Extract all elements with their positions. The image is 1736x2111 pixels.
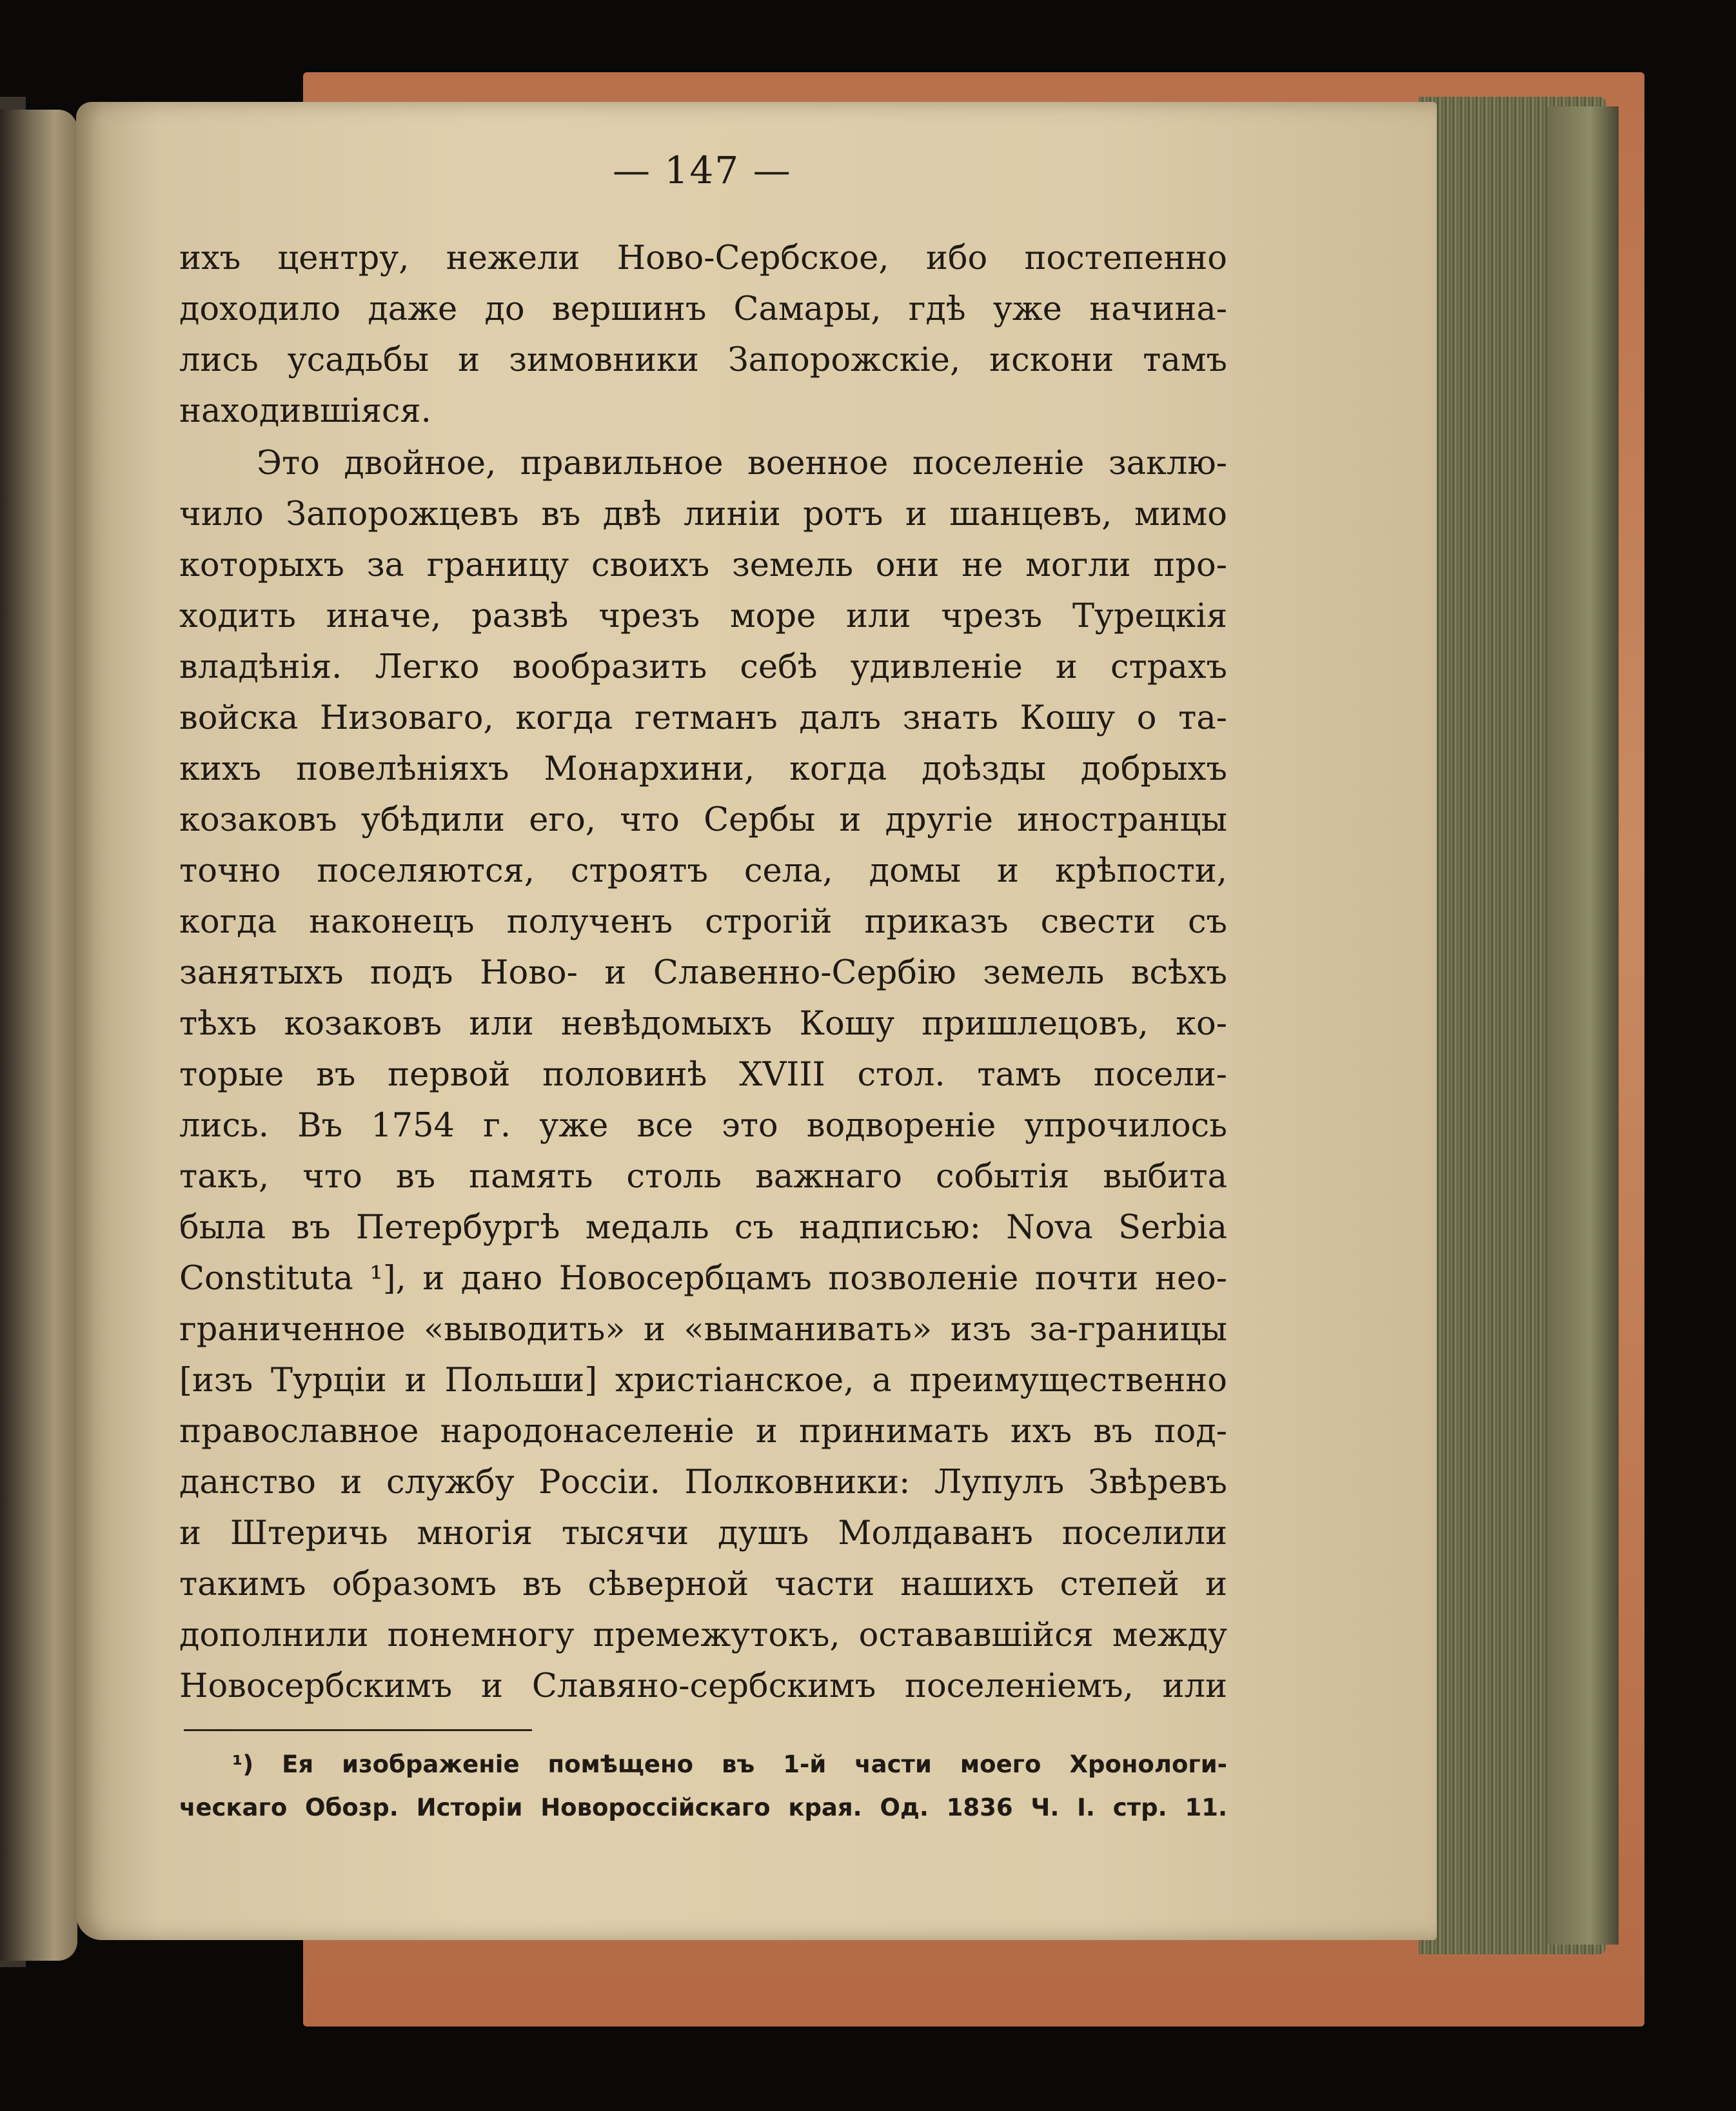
text-line: торые въ первой половинѣ XVIII стол. тамъ посели- <box>179 1056 1227 1094</box>
text-line: кихъ повелѣніяхъ Монархини, когда доѣзды добрыхъ <box>179 750 1227 788</box>
page-stack-outer <box>1548 106 1619 1945</box>
text-line: [изъ Турціи и Польши] христіанское, а преимущественно <box>179 1362 1227 1400</box>
text-line: Constituta ¹], и дано Новосербцамъ позволеніе почти нео- <box>179 1260 1227 1298</box>
text-line: такъ, что въ память столь важнаго событія выбита <box>179 1158 1227 1196</box>
footnote-line: ¹) Ея изображеніе помѣщено въ 1-й части моего Хронологи- <box>232 1750 1227 1778</box>
text-line: Новосербскимъ и Славяно-сербскимъ поселеніемъ, или <box>179 1667 1227 1705</box>
text-line: ихъ центру, нежели Ново-Сербское, ибо постепенно <box>179 239 1227 277</box>
text-line: которыхъ за границу своихъ земель они не могли про- <box>179 546 1227 584</box>
text-line: была въ Петербургѣ медаль съ надписью: Nova Serbia <box>179 1209 1227 1247</box>
text-line: тѣхъ козаковъ или невѣдомыхъ Кошу пришлецовъ, ко- <box>179 1005 1227 1043</box>
text-line: ходить иначе, развѣ чрезъ море или чрезъ Турецкія <box>179 597 1227 635</box>
text-line: находившіяся. <box>179 392 431 430</box>
text-line: когда наконецъ полученъ строгій приказъ свести съ <box>179 903 1227 941</box>
footnote-rule <box>184 1729 532 1731</box>
text-line: лись усадьбы и зимовники Запорожскіе, искони тамъ <box>179 341 1227 379</box>
text-line: такимъ образомъ въ сѣверной части нашихъ степей и <box>179 1565 1227 1603</box>
text-line: занятыхъ подъ Ново- и Славенно-Сербію земель всѣхъ <box>179 954 1227 992</box>
text-line: козаковъ убѣдили его, что Сербы и другіе иностранцы <box>179 801 1227 839</box>
text-line: чило Запорожцевъ въ двѣ линіи ротъ и шанцевъ, мимо <box>179 495 1227 533</box>
text-line: войска Низоваго, когда гетманъ далъ знать Кошу о та- <box>179 699 1227 737</box>
text-line: дополнили понемногу премежутокъ, остававшійся между <box>179 1616 1227 1654</box>
page-number: — 147 — <box>613 148 792 192</box>
text-line: доходило даже до вершинъ Самары, гдѣ уже начина- <box>179 290 1227 328</box>
text-line: православное народонаселеніе и принимать ихъ въ под- <box>179 1412 1227 1451</box>
text-line: точно поселяются, строятъ села, домы и крѣпости, <box>179 852 1227 890</box>
text-line: Это двойное, правильное военное поселеніе заклю- <box>257 444 1227 482</box>
text-line: и Штеричь многія тысячи душъ Молдаванъ поселили <box>179 1514 1227 1552</box>
left-facing-page-edge <box>0 110 77 1961</box>
text-line: данство и службу Россіи. Полковники: Лупулъ Звѣревъ <box>179 1463 1227 1501</box>
text-line: владѣнія. Легко вообразить себѣ удивленіе и страхъ <box>179 648 1227 686</box>
footnote-line: ческаго Обозр. Исторіи Новороссійскаго края. Од. 1836 Ч. I. стр. 11. <box>179 1794 1227 1821</box>
text-line: лись. Въ 1754 г. уже все это водвореніе упрочилось <box>179 1107 1227 1145</box>
text-line: граниченное «выводить» и «выманивать» изъ за-границы <box>179 1311 1227 1349</box>
